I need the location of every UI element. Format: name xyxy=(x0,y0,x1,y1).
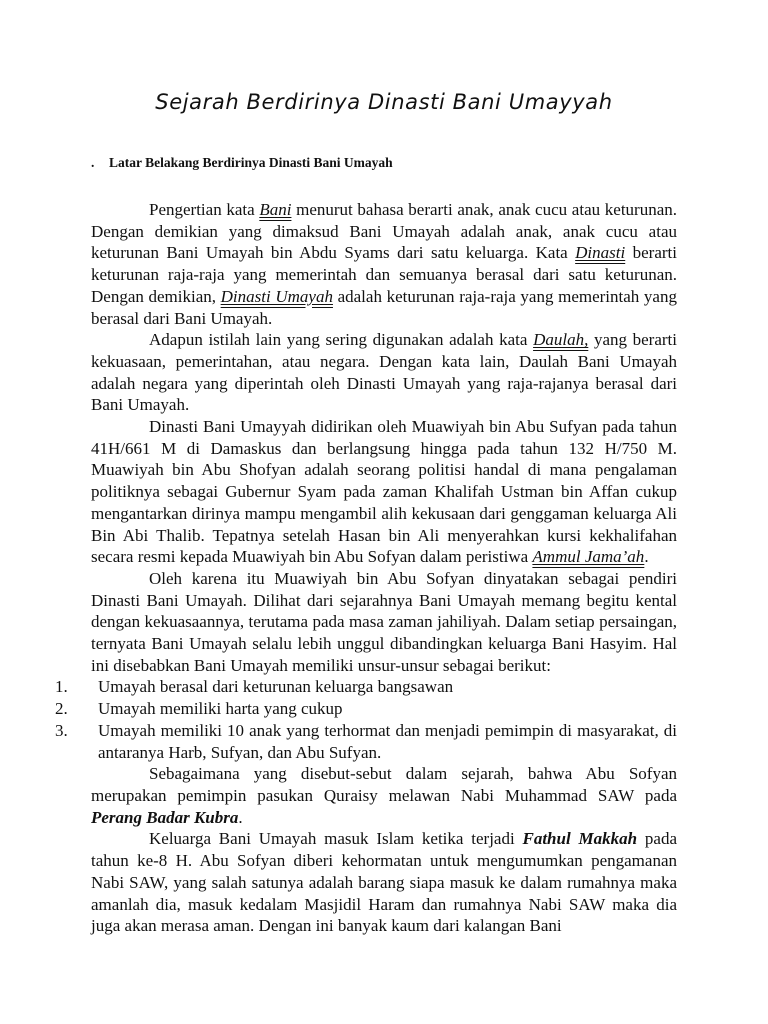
term-ammul-jamaah: Ammul Jama’ah xyxy=(532,547,645,567)
list-item-text: Umayah berasal dari keturunan keluarga bangsawan xyxy=(98,677,454,697)
term-perang-badar-kubra: Perang Badar Kubra xyxy=(91,807,239,827)
list-item-text: Umayah memiliki harta yang cukup xyxy=(98,699,343,719)
p2-text-a: Adapun istilah lain yang sering digunakan adalah kata xyxy=(149,330,534,350)
list-item-number: 1. xyxy=(55,677,68,697)
term-bani: Bani xyxy=(259,200,292,219)
list-item xyxy=(53,698,677,720)
section-heading-text: Latar Belakang Berdirinya Dinasti Bani Umayah xyxy=(109,155,393,170)
list-item-number: 3. xyxy=(55,720,68,740)
p6-text-a: Keluarga Bani Umayah masuk Islam ketika terjadi xyxy=(149,829,523,849)
list-item xyxy=(53,720,677,763)
paragraph-6 xyxy=(91,828,677,937)
list-item xyxy=(53,676,677,698)
p2-text-b: yang berarti kekuasaan, pemerintahan, atau negara. Dengan kata lain, Daulah Bani Umayah adalah negara yang diperintah oleh Dinasti Umayah yang raja-rajanya berasal dari Bani Umayah. xyxy=(91,330,677,415)
p1-text-b: menurut bahasa berarti anak, anak cucu atau keturunan. Dengan demikian yang dimaksud Bani Umayah adalah anak, anak cucu atau keturunan Bani Umayah bin Abdu Syams dari satu keluarga. Kata xyxy=(91,200,678,263)
p1-text-a: Pengertian kata xyxy=(149,200,260,219)
paragraph-3 xyxy=(91,416,677,568)
p6-text-b: pada tahun ke-8 H. Abu Sofyan diberi kehormatan untuk mengumumkan pengamanan Nabi SAW, yang salah satunya adalah barang siapa masuk ke dalam rumahnya maka amanlah dia, masuk kedalam Masjidil Haram dan rumahnya Nabi SAW maka dia juga akan merasa aman. Dengan ini banyak kaum dari kalangan Bani xyxy=(91,829,677,936)
section-bullet: . xyxy=(91,155,95,170)
unsur-list xyxy=(53,676,677,763)
paragraph-2 xyxy=(91,329,677,416)
p5-text-a: Sebagaimana yang disebut-sebut dalam sejarah, bahwa Abu Sofyan merupakan pemimpin pasukan Quraisy melawan Nabi Muhammad SAW pada xyxy=(91,764,677,805)
p1-text-c: berarti keturunan raja-raja yang memerintah dan semuanya berasal dari satu keturunan. Dengan demikian, xyxy=(91,243,677,306)
paragraph-4: Oleh karena itu Muawiyah bin Abu Sofyan dinyatakan sebagai pendiri Dinasti Bani Umayah. Dilihat dari sejarahnya Bani Umayah memang begitu kental dengan kekuasaannya, terutama pada masa zaman jahiliyah. Dalam setiap persaingan, ternyata Bani Umayah selalu lebih unggul dibandingkan keluarga Bani Hasyim. Hal ini disebabkan Bani Umayah memiliki unsur-unsur sebagai berikut: xyxy=(91,568,677,675)
paragraph-5 xyxy=(91,763,677,828)
list-item-text: Umayah memiliki 10 anak yang terhormat dan menjadi pemimpin di masyarakat, di antaranya Harb, Sufyan, dan Abu Sufyan. xyxy=(98,720,677,762)
term-dinasti-umayah: Dinasti Umayah xyxy=(220,286,333,306)
list-item-number: 2. xyxy=(55,699,68,719)
p5-text-b: . xyxy=(238,807,243,827)
document-title: Sejarah Berdirinya Dinasti Bani Umayyah xyxy=(155,90,613,114)
p3-text-a: Dinasti Bani Umayyah didirikan oleh Muawiyah bin Abu Sufyan pada tahun 41H/661 M di Damaskus dan berlangsung hingga pada tahun 132 H/750 M. Muawiyah bin Abu Shofyan adalah seorang politisi handal di mana pengalaman politiknya sebagai Gubernur Syam pada zaman Khalifah Ustman bin Affan cukup mengantarkan dirinya mampu mengambil alih kekusaan dari genggaman keluarga Ali Bin Abi Thalib. Tepatnya setelah Hasan bin Ali menyerahkan kursi kekhalifahan secara resmi kepada Muawiyah bin Abu Sofyan dalam peristiwa xyxy=(91,417,677,567)
section-heading xyxy=(91,155,677,171)
paragraph-1 xyxy=(91,199,677,329)
document-body xyxy=(55,199,678,937)
term-dinasti: Dinasti xyxy=(575,243,626,263)
p1-text-d: adalah keturunan raja-raja yang memerintah yang berasal dari Bani Umayah. xyxy=(91,286,677,328)
p3-text-b: . xyxy=(644,547,649,567)
term-fathul-makkah: Fathul Makkah xyxy=(522,829,638,849)
term-daulah: Daulah, xyxy=(533,330,589,350)
